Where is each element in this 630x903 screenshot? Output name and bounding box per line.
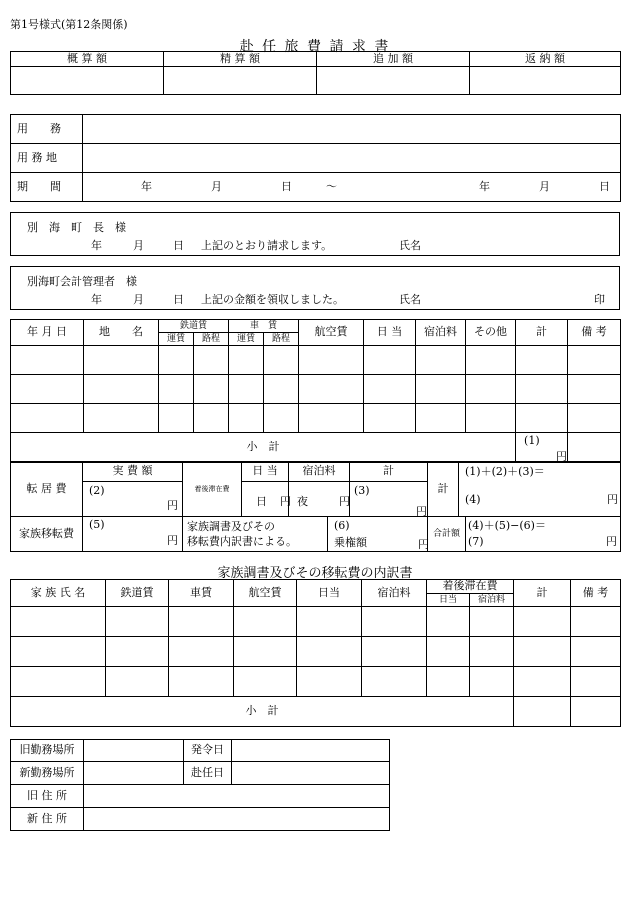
stay-label: 着後滞在費 xyxy=(183,462,242,517)
hdr-date: 年 月 日 xyxy=(11,320,84,346)
receipt-addressee: 別海町会計管理者 様 xyxy=(27,275,137,288)
formula-cell[interactable] xyxy=(459,462,621,517)
grand-total-cell[interactable] xyxy=(466,517,621,552)
new-address-label: 新 住 所 xyxy=(11,808,84,831)
start-date-field[interactable] xyxy=(232,762,390,785)
moving-daily-label: 日 当 xyxy=(242,462,289,482)
moving-label: 転 居 費 xyxy=(11,462,83,517)
request-month: 月 xyxy=(133,239,144,252)
ticket-cell[interactable] xyxy=(328,517,428,552)
old-office-field[interactable] xyxy=(84,740,184,762)
family-cost-cell[interactable] xyxy=(83,517,183,552)
hdr-car: 車 賃 xyxy=(229,320,299,333)
moving-sum-cell[interactable] xyxy=(350,482,428,517)
hdr-other: その他 xyxy=(466,320,516,346)
table-row xyxy=(11,667,621,697)
estimate-cell[interactable] xyxy=(11,67,164,95)
request-name-label: 氏名 xyxy=(399,239,421,252)
duty-place-field[interactable] xyxy=(83,144,621,173)
hdr-remarks: 備 考 xyxy=(568,320,621,346)
table-row xyxy=(11,375,621,404)
old-address-label: 旧 住 所 xyxy=(11,785,84,808)
fam-hdr-air: 航空賃 xyxy=(234,580,297,607)
actual-label: 実 費 額 xyxy=(83,462,183,482)
form-label: 第1号様式(第12条関係) xyxy=(10,18,128,31)
formula-2-no: (7) xyxy=(468,535,484,548)
period-label: 期 間 xyxy=(11,173,83,202)
actual-no: (2) xyxy=(89,484,105,497)
col-refund: 返 納 額 xyxy=(470,52,621,67)
old-address-field[interactable] xyxy=(84,785,390,808)
subtotal-cell[interactable] xyxy=(516,433,568,463)
col-additional: 追 加 額 xyxy=(317,52,470,67)
receipt-box xyxy=(10,266,620,310)
period-start-month: 月 xyxy=(211,180,222,193)
actual-cell[interactable] xyxy=(83,482,183,517)
sum-yen: 円 xyxy=(416,505,427,518)
family-cost-label: 家族移転費 xyxy=(11,517,83,552)
receipt-seal: 印 xyxy=(594,293,605,306)
fam-hdr-car: 車賃 xyxy=(169,580,234,607)
col-settlement: 精 算 額 xyxy=(164,52,317,67)
hdr-daily: 日 当 xyxy=(364,320,416,346)
new-address-field[interactable] xyxy=(84,808,390,831)
ticket-yen: 円 xyxy=(418,538,429,551)
receipt-name-label: 氏名 xyxy=(399,293,421,306)
hdr-rail-route: 路程 xyxy=(194,333,229,346)
period-end-year: 年 xyxy=(479,180,490,193)
formula-1-yen: 円 xyxy=(607,493,618,506)
page-title: 赴 任 旅 費 請 求 書 xyxy=(239,39,391,55)
new-office-field[interactable] xyxy=(84,762,184,785)
request-box xyxy=(10,212,620,256)
col-estimate: 概 算 額 xyxy=(11,52,164,67)
duty-label: 用 務 xyxy=(11,115,83,144)
duty-field[interactable] xyxy=(83,115,621,144)
family-note-2: 移転費内訳書による。 xyxy=(187,535,297,548)
moving-table xyxy=(10,461,621,552)
old-office-label: 旧勤務場所 xyxy=(11,740,84,762)
fam-hdr-daily: 日当 xyxy=(297,580,362,607)
request-year: 年 xyxy=(91,239,102,252)
daily-yen: 円 xyxy=(280,495,291,508)
subtotal-no: (1) xyxy=(524,434,540,447)
request-text: 上記のとおり請求します。 xyxy=(201,239,333,252)
hdr-place: 地 名 xyxy=(84,320,159,346)
moving-total-label: 計 xyxy=(428,462,459,517)
address-table xyxy=(10,739,390,831)
fam-hdr-total: 計 xyxy=(514,580,571,607)
issue-date-field[interactable] xyxy=(232,740,390,762)
formula-1-no: (4) xyxy=(465,493,481,506)
family-cost-no: (5) xyxy=(89,518,105,531)
moving-sum-label: 計 xyxy=(350,462,428,482)
table-row xyxy=(11,637,621,667)
hdr-air: 航空賃 xyxy=(299,320,364,346)
period-start-year: 年 xyxy=(141,180,152,193)
period-end-day: 日 xyxy=(599,180,610,193)
fam-hdr-name: 家 族 氏 名 xyxy=(11,580,106,607)
receipt-text: 上記の金額を領収しました。 xyxy=(201,293,344,306)
formula-2-yen: 円 xyxy=(606,535,617,548)
hdr-rail: 鉄道賃 xyxy=(159,320,229,333)
family-table xyxy=(10,579,621,727)
ticket-label: 乗権額 xyxy=(334,536,367,549)
fam-hdr-lodging: 宿泊料 xyxy=(362,580,427,607)
receipt-year: 年 xyxy=(91,293,102,306)
day-unit: 日 xyxy=(256,495,267,508)
expense-table xyxy=(10,319,621,463)
period-start-day: 日 xyxy=(281,180,292,193)
fam-subtotal-label: 小 計 xyxy=(11,697,514,727)
fam-hdr-stay-daily: 日当 xyxy=(427,594,470,607)
family-section-title: 家族調書及びその移転費の内訳書 xyxy=(217,566,413,581)
grand-total-label: 合計額 xyxy=(428,517,466,552)
fam-hdr-remarks: 備 考 xyxy=(571,580,621,607)
receipt-day: 日 xyxy=(173,293,184,306)
duty-table xyxy=(10,114,621,202)
hdr-rail-fare: 運賃 xyxy=(159,333,194,346)
duty-place-label: 用 務 地 xyxy=(11,144,83,173)
settlement-cell[interactable] xyxy=(164,67,317,95)
moving-daily-cell[interactable] xyxy=(242,482,289,517)
moving-lodging-cell[interactable] xyxy=(289,482,350,517)
issue-date-label: 発令日 xyxy=(184,740,232,762)
period-tilde: ～ xyxy=(326,180,337,193)
receipt-month: 月 xyxy=(133,293,144,306)
start-date-label: 赴任日 xyxy=(184,762,232,785)
hdr-car-route: 路程 xyxy=(264,333,299,346)
additional-cell[interactable] xyxy=(317,67,470,95)
formula-1: (1)＋(2)＋(3)＝ xyxy=(465,465,545,478)
period-field[interactable] xyxy=(83,173,621,202)
lodging-yen: 円 xyxy=(339,495,350,508)
hdr-lodging: 宿泊料 xyxy=(416,320,466,346)
night-unit: 夜 xyxy=(297,495,308,508)
refund-cell[interactable] xyxy=(470,67,621,95)
family-note-1: 家族調書及びその xyxy=(187,520,275,533)
table-row xyxy=(11,346,621,375)
period-end-month: 月 xyxy=(539,180,550,193)
new-office-label: 新勤務場所 xyxy=(11,762,84,785)
table-row xyxy=(11,607,621,637)
subtotal-yen: 円 xyxy=(556,450,568,463)
family-cost-yen: 円 xyxy=(167,534,178,547)
hdr-total: 計 xyxy=(516,320,568,346)
request-day: 日 xyxy=(173,239,184,252)
subtotal-label: 小 計 xyxy=(11,433,516,463)
moving-lodging-label: 宿泊料 xyxy=(289,462,350,482)
sum-no: (3) xyxy=(354,484,370,497)
fam-hdr-stay-lodging: 宿泊料 xyxy=(470,594,514,607)
fam-subtotal-cell[interactable] xyxy=(514,697,571,727)
table-row xyxy=(11,404,621,433)
ticket-no: (6) xyxy=(334,519,350,532)
actual-yen: 円 xyxy=(167,499,178,512)
hdr-car-fare: 運賃 xyxy=(229,333,264,346)
request-addressee: 別 海 町 長 様 xyxy=(27,221,126,234)
family-note-cell xyxy=(183,517,328,552)
formula-2: (4)＋(5)−(6)＝ xyxy=(468,519,546,532)
amount-table xyxy=(10,51,621,95)
fam-hdr-stay: 着後滞在費 xyxy=(427,580,514,594)
fam-hdr-rail: 鉄道賃 xyxy=(106,580,169,607)
